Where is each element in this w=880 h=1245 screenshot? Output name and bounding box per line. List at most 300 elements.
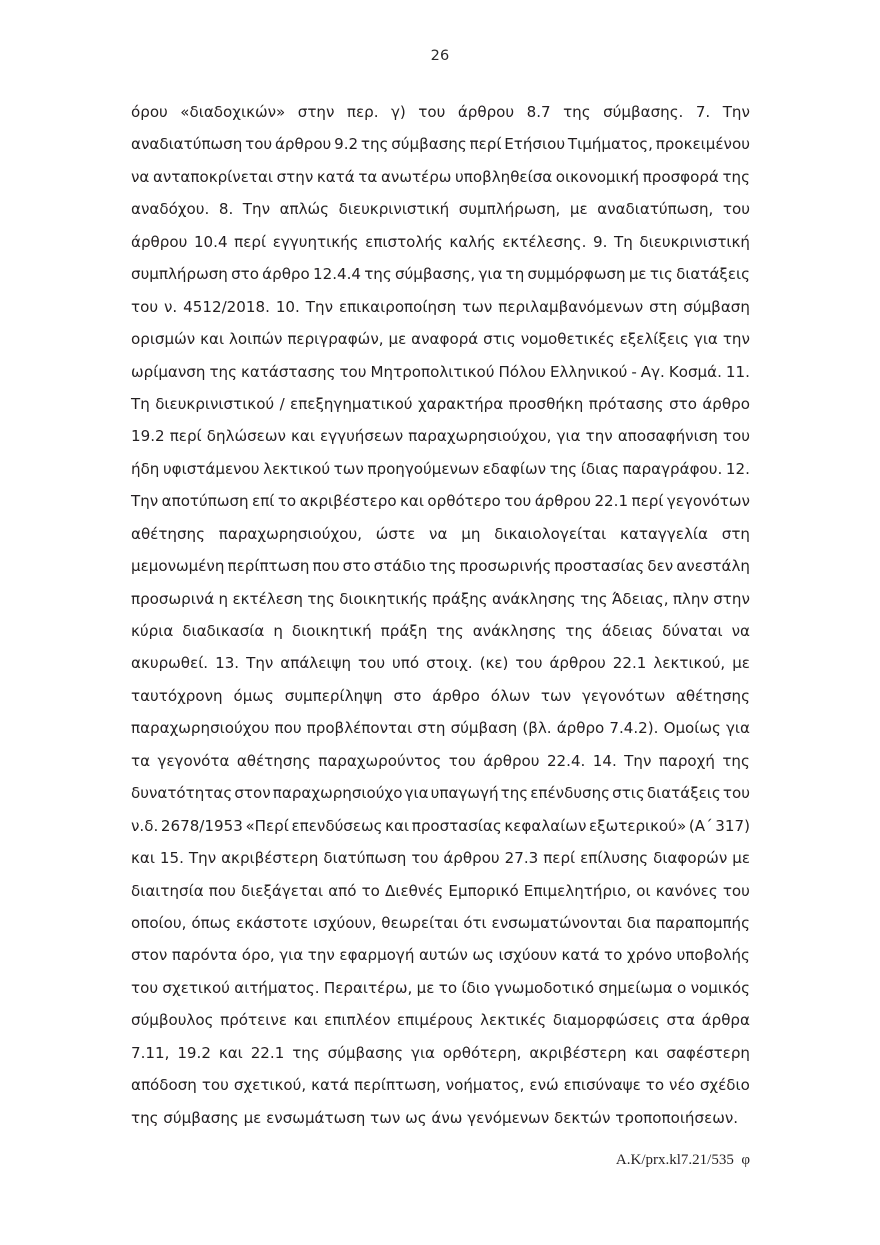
word: Την bbox=[305, 297, 333, 316]
word: - bbox=[631, 362, 637, 381]
word: ορθότερο bbox=[427, 492, 501, 511]
word: λεκτικού bbox=[263, 459, 331, 478]
word: πλην bbox=[672, 589, 709, 608]
word: ανταποκρίνεται bbox=[152, 167, 274, 186]
word: της bbox=[360, 135, 389, 154]
word: ακριβέστερη bbox=[529, 1043, 627, 1062]
word: απάλειψη bbox=[280, 654, 352, 673]
word: πράξη bbox=[380, 622, 428, 640]
word: Ετήσιου bbox=[504, 135, 566, 154]
word: άρθρου bbox=[549, 654, 606, 673]
word: με bbox=[628, 265, 647, 284]
word: του bbox=[131, 978, 159, 997]
word: σύμβασης, bbox=[394, 265, 476, 284]
word: 9. bbox=[592, 232, 608, 251]
word: και bbox=[291, 427, 315, 446]
text-line bbox=[131, 647, 750, 679]
word: θεωρείται bbox=[381, 913, 459, 932]
word: περί bbox=[234, 232, 267, 251]
text-line bbox=[131, 96, 750, 128]
word: 11. bbox=[725, 362, 750, 381]
word: λεκτικές bbox=[480, 1011, 547, 1030]
word: κανόνες bbox=[655, 881, 718, 900]
body-paragraph bbox=[131, 96, 750, 1134]
word: διευκρινιστικού bbox=[155, 394, 275, 413]
word: ακριβέστερο bbox=[299, 492, 397, 511]
word: του bbox=[722, 881, 750, 900]
word: περίπτωση bbox=[227, 557, 310, 576]
text-line bbox=[131, 128, 750, 160]
word: διαιτησία bbox=[131, 881, 204, 900]
word: νομοθετικές bbox=[520, 330, 615, 349]
word: των bbox=[333, 459, 364, 478]
word: να bbox=[731, 622, 750, 640]
word: προσωρινά bbox=[131, 589, 215, 608]
word: κατά bbox=[561, 946, 600, 965]
word: 10. bbox=[275, 297, 300, 316]
word: επιστολής bbox=[365, 232, 443, 251]
word: της bbox=[307, 589, 335, 608]
word: του bbox=[504, 492, 532, 511]
word: με bbox=[732, 654, 750, 673]
word: Ελληνικού bbox=[549, 362, 628, 381]
word: δηλώσεων bbox=[206, 427, 286, 446]
word: 22.1 bbox=[612, 654, 647, 673]
text-line bbox=[131, 712, 750, 744]
word: στον bbox=[234, 784, 271, 803]
word: του bbox=[339, 362, 367, 381]
word: στο bbox=[669, 394, 697, 413]
word: τα bbox=[358, 167, 378, 186]
word: ισχύουν bbox=[498, 946, 557, 965]
word: στη bbox=[721, 524, 750, 543]
word: 7.4.2). bbox=[609, 719, 659, 738]
word: μη bbox=[461, 524, 481, 543]
word: στην bbox=[276, 167, 314, 186]
word: της bbox=[500, 784, 529, 803]
word: για bbox=[411, 1043, 436, 1062]
word: της bbox=[580, 589, 608, 608]
word: για bbox=[556, 427, 581, 446]
word: στον bbox=[131, 946, 168, 965]
word: Τη bbox=[131, 394, 150, 413]
word: Την bbox=[242, 200, 271, 219]
word: και bbox=[634, 1043, 659, 1062]
word: στάδιο bbox=[373, 557, 426, 576]
text-line bbox=[131, 810, 750, 842]
word: 12.4.4 bbox=[312, 265, 361, 284]
word: διευκρινιστική bbox=[639, 232, 750, 251]
word: επί bbox=[252, 492, 275, 511]
word: 317) bbox=[715, 816, 750, 835]
word: Πόλου bbox=[498, 362, 546, 381]
word: Τη bbox=[614, 232, 633, 251]
word: εξωτερικού» bbox=[589, 816, 687, 835]
word: Την bbox=[188, 849, 217, 868]
word: παραχωρησιούχου, bbox=[218, 524, 362, 543]
word: παραχωρησιούχου bbox=[131, 719, 270, 738]
word: άρθρου bbox=[274, 135, 332, 154]
word: να bbox=[429, 524, 448, 543]
word: αθέτησης bbox=[131, 524, 205, 543]
word: 15. bbox=[159, 849, 184, 868]
word: άρθρο bbox=[702, 394, 750, 413]
word: και bbox=[400, 492, 424, 511]
word: Αγ. bbox=[640, 362, 665, 381]
word: της bbox=[292, 1043, 320, 1062]
word: της bbox=[364, 265, 392, 284]
word: επενδύσεως bbox=[291, 816, 383, 835]
word: εδαφίων bbox=[482, 459, 547, 478]
word: το bbox=[645, 1076, 665, 1095]
word: στην bbox=[297, 103, 335, 121]
word: της bbox=[549, 459, 578, 478]
word: μεμονωμένη bbox=[131, 557, 225, 576]
word: εγγυήσεων bbox=[320, 427, 404, 446]
word: Την bbox=[624, 751, 652, 770]
word: προκειμένου bbox=[655, 135, 750, 154]
word: υφιστάμενου bbox=[162, 459, 260, 478]
word: από bbox=[328, 881, 357, 900]
text-line bbox=[131, 161, 750, 193]
word: της bbox=[209, 362, 237, 381]
word: με bbox=[732, 849, 750, 868]
word: σύμβασης bbox=[391, 135, 467, 154]
text-line bbox=[131, 550, 750, 582]
word: των bbox=[540, 686, 572, 705]
word: αιτήματος. bbox=[234, 978, 320, 997]
word: ως bbox=[472, 946, 494, 965]
word: «Περί bbox=[245, 816, 289, 835]
word: άρθρο bbox=[432, 686, 480, 705]
word: άρθρου bbox=[457, 103, 515, 121]
word: 14. bbox=[592, 751, 617, 770]
word: περί bbox=[169, 427, 202, 446]
word: Την bbox=[131, 492, 159, 511]
word: διαμορφώσεις bbox=[552, 1011, 660, 1030]
word: σχετικού bbox=[162, 978, 230, 997]
word: ενσωματώνονται bbox=[491, 913, 622, 932]
word: επικαιροποίηση bbox=[338, 297, 457, 316]
text-line bbox=[131, 972, 750, 1004]
word: επισύναψε bbox=[563, 1076, 641, 1095]
word: στα bbox=[666, 1011, 696, 1030]
word: στις bbox=[612, 784, 645, 803]
word: διεξάγεται bbox=[240, 881, 324, 900]
word: για bbox=[279, 946, 304, 965]
word: 9.2 bbox=[334, 135, 359, 154]
word: εγγυητικής bbox=[272, 232, 359, 251]
word: άρθρου bbox=[483, 751, 540, 770]
text-line bbox=[131, 615, 750, 647]
word: γ) bbox=[390, 103, 406, 121]
word: επιμέρους bbox=[396, 1011, 474, 1030]
word: παρόντα bbox=[171, 946, 238, 965]
word: του bbox=[418, 103, 446, 121]
word: ορισμών bbox=[131, 330, 196, 349]
word: στο bbox=[393, 686, 422, 705]
word: ίδιας bbox=[580, 459, 619, 478]
word: την bbox=[307, 946, 335, 965]
word: (κε) bbox=[479, 654, 509, 673]
word: αυτών bbox=[418, 946, 468, 965]
word: ακυρωθεί. bbox=[131, 654, 209, 673]
word: δια bbox=[626, 913, 652, 932]
word: «διαδοχικών» bbox=[180, 103, 286, 121]
word: τα bbox=[131, 751, 151, 770]
word: άρθρου bbox=[131, 232, 188, 251]
word: Κοσμά. bbox=[668, 362, 722, 381]
word: του bbox=[201, 1076, 229, 1095]
word: Ομοίως bbox=[663, 719, 721, 738]
word: σύμβασης bbox=[327, 1043, 404, 1062]
word: να bbox=[131, 167, 150, 186]
word: επιπλέον bbox=[324, 1011, 391, 1030]
word: του bbox=[411, 849, 439, 868]
word: ανάκλησης bbox=[472, 622, 557, 640]
word: αποτύπωση bbox=[161, 492, 249, 511]
word: άρθρο bbox=[262, 265, 310, 284]
word: όρο, bbox=[241, 946, 275, 965]
word: ανάκλησης bbox=[492, 589, 576, 608]
word: την bbox=[585, 427, 613, 446]
word: αθέτησης bbox=[675, 686, 750, 705]
word: των bbox=[462, 297, 493, 316]
word: (Α΄ bbox=[688, 816, 713, 835]
word: του bbox=[722, 784, 750, 803]
word: δυνατότητας bbox=[131, 784, 233, 803]
word: εκάστοτε bbox=[236, 913, 309, 932]
text-line bbox=[131, 939, 750, 971]
word: σύμβασης. bbox=[603, 103, 684, 121]
word: 8.7 bbox=[526, 103, 551, 121]
word: στη bbox=[649, 297, 678, 316]
text-line bbox=[131, 1004, 750, 1036]
word: 22.4. bbox=[546, 751, 586, 770]
word: ωρίμανση bbox=[131, 362, 206, 381]
word: ανεστάλη bbox=[676, 557, 750, 576]
word: με bbox=[569, 200, 588, 219]
word: διαδικασία bbox=[182, 622, 265, 640]
word: και bbox=[218, 1043, 243, 1062]
word: 10.4 bbox=[193, 232, 228, 251]
word: διατύπωση bbox=[323, 849, 407, 868]
word: διευκρινιστική bbox=[338, 200, 450, 219]
word: που bbox=[274, 719, 302, 738]
word: η bbox=[273, 622, 283, 640]
word: Την bbox=[722, 103, 750, 121]
word: ν.δ. bbox=[131, 816, 159, 835]
word: σημείωμα bbox=[598, 978, 673, 997]
footer-reference: A.K/prx.kl7.21/535 φ bbox=[615, 1152, 750, 1168]
word: η bbox=[218, 589, 229, 608]
word: Τιμήματος, bbox=[567, 135, 653, 154]
word: σχέδιο bbox=[699, 1076, 750, 1095]
word: δικαιολογείται bbox=[494, 524, 607, 543]
word: 19.2 bbox=[131, 427, 165, 446]
word: το bbox=[361, 881, 380, 900]
word: όπως bbox=[191, 913, 232, 932]
word: του bbox=[722, 427, 750, 446]
word: επένδυσης bbox=[530, 784, 611, 803]
word: υποβληθείσα bbox=[455, 167, 553, 186]
word: όλων bbox=[490, 686, 531, 705]
word: Επιμελητήριο, bbox=[523, 881, 632, 900]
word: κατά bbox=[311, 1076, 350, 1095]
word: περιγραφών, bbox=[287, 330, 384, 349]
word: στοιχ. bbox=[426, 654, 473, 673]
word: διατάξεις bbox=[646, 784, 721, 803]
word: όρου bbox=[131, 103, 168, 121]
word: αναδόχου. bbox=[131, 200, 210, 219]
text-line bbox=[131, 583, 750, 615]
word: περίπτωση, bbox=[354, 1076, 441, 1095]
word: κύρια bbox=[131, 622, 174, 640]
word: του bbox=[722, 200, 750, 219]
word: στην bbox=[713, 589, 750, 608]
word: λεκτικού, bbox=[653, 654, 726, 673]
word: προστασίας bbox=[411, 816, 502, 835]
word: στο bbox=[231, 265, 259, 284]
word: λοιπών bbox=[228, 330, 283, 349]
word: εκτέλεση bbox=[232, 589, 303, 608]
text-line bbox=[131, 907, 750, 939]
word: που bbox=[312, 557, 340, 576]
word: Μητροπολιτικού bbox=[370, 362, 495, 381]
word: που bbox=[208, 881, 236, 900]
word: του bbox=[245, 135, 273, 154]
word: προηγούμενων bbox=[367, 459, 480, 478]
word: και bbox=[200, 330, 225, 349]
word: 12. bbox=[725, 459, 750, 478]
text-line bbox=[131, 842, 750, 874]
word: απλώς bbox=[279, 200, 330, 219]
word: κατάστασης bbox=[240, 362, 336, 381]
word: πράξης bbox=[432, 589, 488, 608]
word: ανωτέρω bbox=[380, 167, 452, 186]
word: του bbox=[448, 751, 476, 770]
word: για bbox=[693, 330, 718, 349]
word: οικονομική bbox=[555, 167, 640, 186]
word: δεν bbox=[647, 557, 674, 576]
word: στο bbox=[342, 557, 371, 576]
word: υπό bbox=[392, 654, 420, 673]
text-line bbox=[131, 518, 750, 550]
word: άρθρου bbox=[534, 492, 592, 511]
word: συμμόρφωση bbox=[527, 265, 626, 284]
word: προσθήκη bbox=[508, 394, 584, 413]
word: σαφέστερη bbox=[666, 1043, 750, 1062]
text-line bbox=[131, 1069, 750, 1101]
word: Περαιτέρω, bbox=[323, 978, 413, 997]
word: της bbox=[436, 622, 464, 640]
word: αθέτησης bbox=[236, 751, 311, 770]
word: το bbox=[277, 492, 297, 511]
word: της bbox=[565, 622, 593, 640]
word: 22.1 bbox=[594, 492, 629, 511]
word: άρθρο bbox=[556, 719, 605, 738]
word: παραχωρησιούχο bbox=[272, 784, 403, 803]
word: διατάξεις bbox=[676, 265, 750, 284]
word: της bbox=[722, 751, 750, 770]
word: άρθρου bbox=[443, 849, 500, 868]
text-line bbox=[131, 323, 750, 355]
word: 4512/2018. bbox=[183, 297, 270, 316]
word: και bbox=[385, 816, 410, 835]
word: γεγονότων bbox=[581, 686, 666, 705]
word: υπαγωγή bbox=[430, 784, 499, 803]
word: νέο bbox=[669, 1076, 695, 1095]
word: αναφορά bbox=[411, 330, 479, 349]
page-number: 26 bbox=[430, 48, 450, 64]
word: άδειας bbox=[601, 622, 654, 640]
word: πρότασης bbox=[588, 394, 664, 413]
word: κατά bbox=[316, 167, 355, 186]
word: της bbox=[722, 167, 750, 186]
text-line bbox=[131, 420, 750, 452]
word: στις bbox=[483, 330, 516, 349]
word: της bbox=[428, 557, 457, 576]
word: περί bbox=[469, 135, 502, 154]
word: παραχωρησιούχου, bbox=[408, 427, 552, 446]
word: παραχωρούντος bbox=[318, 751, 442, 770]
word: παραπομπής bbox=[655, 913, 750, 932]
word: διοικητική bbox=[291, 622, 372, 640]
word: 13. bbox=[215, 654, 240, 673]
word: χρόνο bbox=[626, 946, 673, 965]
word: άρθρα bbox=[701, 1011, 750, 1030]
word: εξελίξεις bbox=[619, 330, 689, 349]
text-line bbox=[131, 291, 750, 323]
word: ίδιο bbox=[461, 978, 491, 997]
word: του bbox=[358, 654, 386, 673]
word: οι bbox=[636, 881, 651, 900]
word: 2678/1953 bbox=[160, 816, 243, 835]
word: την bbox=[722, 330, 750, 349]
word: και bbox=[293, 1011, 318, 1030]
word: προστασίας bbox=[554, 557, 645, 576]
word: συμπερίληψη bbox=[284, 686, 383, 705]
text-line: της σύμβασης με ενσωμάτωση των ως άνω γενόμενων δεκτών τροποποιήσεων. bbox=[131, 1108, 739, 1127]
text-line bbox=[131, 453, 750, 485]
word: ταυτόχρονη bbox=[131, 686, 223, 705]
word: Άδειας, bbox=[611, 589, 669, 608]
word: το bbox=[603, 946, 623, 965]
word: ο bbox=[676, 978, 687, 997]
text-line bbox=[131, 680, 750, 712]
word: ότι bbox=[463, 913, 487, 932]
word: καταγγελία bbox=[620, 524, 708, 543]
text-line bbox=[131, 226, 750, 258]
word: ακριβέστερη bbox=[221, 849, 319, 868]
text-line bbox=[131, 388, 750, 420]
word: γεγονότων bbox=[666, 492, 750, 511]
word: με bbox=[416, 978, 435, 997]
text-line bbox=[131, 777, 750, 809]
text-line bbox=[131, 745, 750, 777]
word: 22.1 bbox=[250, 1043, 285, 1062]
word: για bbox=[725, 719, 750, 738]
word: 7.11, bbox=[131, 1043, 170, 1062]
word: διοικητικής bbox=[339, 589, 428, 608]
word: συμπλήρωση, bbox=[458, 200, 561, 219]
word: ώστε bbox=[375, 524, 416, 543]
word: (βλ. bbox=[522, 719, 552, 738]
word: ήδη bbox=[131, 459, 160, 478]
word: συμπλήρωση bbox=[131, 265, 228, 284]
word: όμως bbox=[233, 686, 274, 705]
word: και bbox=[131, 849, 155, 868]
